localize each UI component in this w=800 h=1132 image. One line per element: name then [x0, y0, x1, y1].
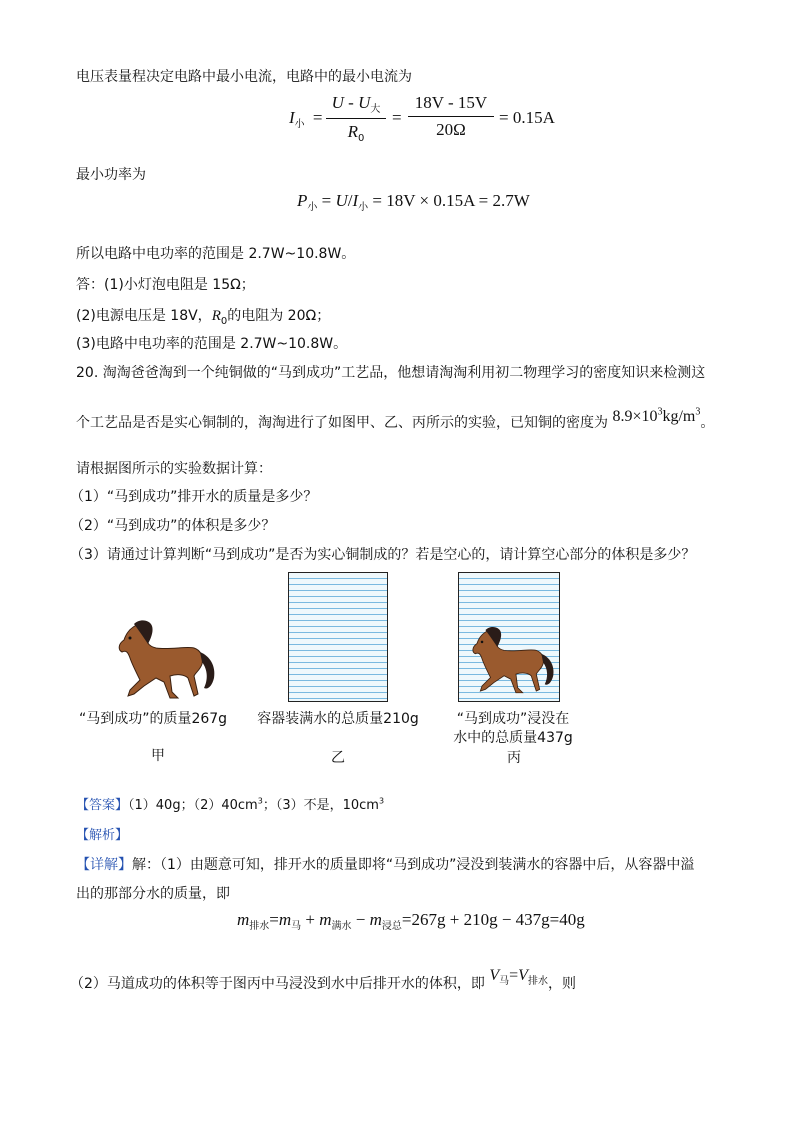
detail-line-1: 【详解】解：（1）由题意可知，排开水的质量即将“马到成功”浸没到装满水的容器中后，从容器中溢	[76, 857, 695, 873]
equation-displaced-water-mass: $m_{排水}=m_马 + m_{满水} - m_{浸总}=267g + 210g - 437g=40g$	[237, 910, 585, 932]
answer-line-1: 答：(1)小灯泡电阻是 15Ω；	[76, 277, 255, 293]
question-20-line-1: 20. 淘淘爸爸淘到一个纯铜做的“马到成功”工艺品，他想请淘淘利用初二物理学习的密度知识来检测这	[76, 365, 706, 381]
eq1-lhs-sub: 小	[294, 119, 305, 130]
eq1-lhs-var: I	[289, 108, 295, 127]
caption-bing-line-1: “马到成功”浸没在	[456, 711, 570, 727]
answer-line: 【答案】（1）40g；$(2)40cm^3$；（3）不是，$10cm^3$	[76, 796, 385, 813]
sub-question-2: （2）“马到成功”的体积是多少？	[70, 518, 276, 534]
question-20-line-2: 个工艺品是否是实心铜制的，淘淘进行了如图甲、乙、丙所示的实验，已知铜的密度为 $8.9\times 10^3kg/m^3$。	[76, 406, 715, 431]
text-line-min-current: 电压表量程决定电路中最小电流，电路中的最小电流为	[76, 69, 412, 85]
detail-line-2: 出的那部分水的质量，即	[76, 886, 230, 902]
text-line-power-range: 所以电路中电功率的范围是 2.7W~10.8W。	[76, 246, 356, 262]
analysis-tag: 【解析】	[76, 828, 129, 843]
text-line-min-power: 最小功率为	[76, 167, 146, 183]
horse-image-bing	[460, 618, 560, 698]
equation-min-power: $P_小 = U/I_小 = 18V \times 0.15A = 2.7W$	[297, 191, 530, 213]
detail-tag: 【详解】	[76, 857, 132, 873]
horse-image-jia	[104, 612, 222, 702]
sub-question-1: （1）“马到成功”排开水的质量是多少？	[70, 489, 318, 505]
container-full-water-yi	[288, 572, 388, 702]
equation-volume: $V_马=V_{排水}$	[489, 967, 548, 987]
caption-bing-line-2: 水中的总质量437g	[453, 730, 573, 746]
caption-yi: 容器装满水的总质量210g	[257, 711, 419, 727]
answer-line-3: (3)电路中电功率的范围是 2.7W~10.8W。	[76, 336, 348, 352]
answer-line-2: (2)电源电压是 18V，$R_0$的电阻为 20Ω；	[76, 308, 331, 327]
copper-density: $8.9\times 10^3kg/m^3$	[612, 406, 701, 425]
sub-question-3: （3）请通过计算判断“马到成功”是否为实心铜制成的？若是空心的，请计算空心部分的体积是多少？	[70, 547, 696, 563]
eq1-fraction-2: 18V - 15V 20Ω	[408, 93, 494, 140]
label-jia: 甲	[151, 748, 165, 764]
caption-jia: “马到成功”的质量267g	[78, 711, 228, 727]
eq1-result: = 0.15A	[499, 108, 555, 127]
label-bing: 丙	[507, 750, 521, 766]
label-yi: 乙	[331, 750, 345, 766]
question-20-line-3: 请根据图所示的实验数据计算：	[76, 461, 272, 477]
answer-tag: 【答案】	[76, 798, 129, 813]
detail-line-3: （2）马道成功的体积等于图丙中马浸没到水中后排开水的体积，即 $V_马=V_{排水}$，则	[70, 967, 576, 992]
eq1-fraction-1: U - $U_大$ $R_0$	[326, 93, 386, 144]
